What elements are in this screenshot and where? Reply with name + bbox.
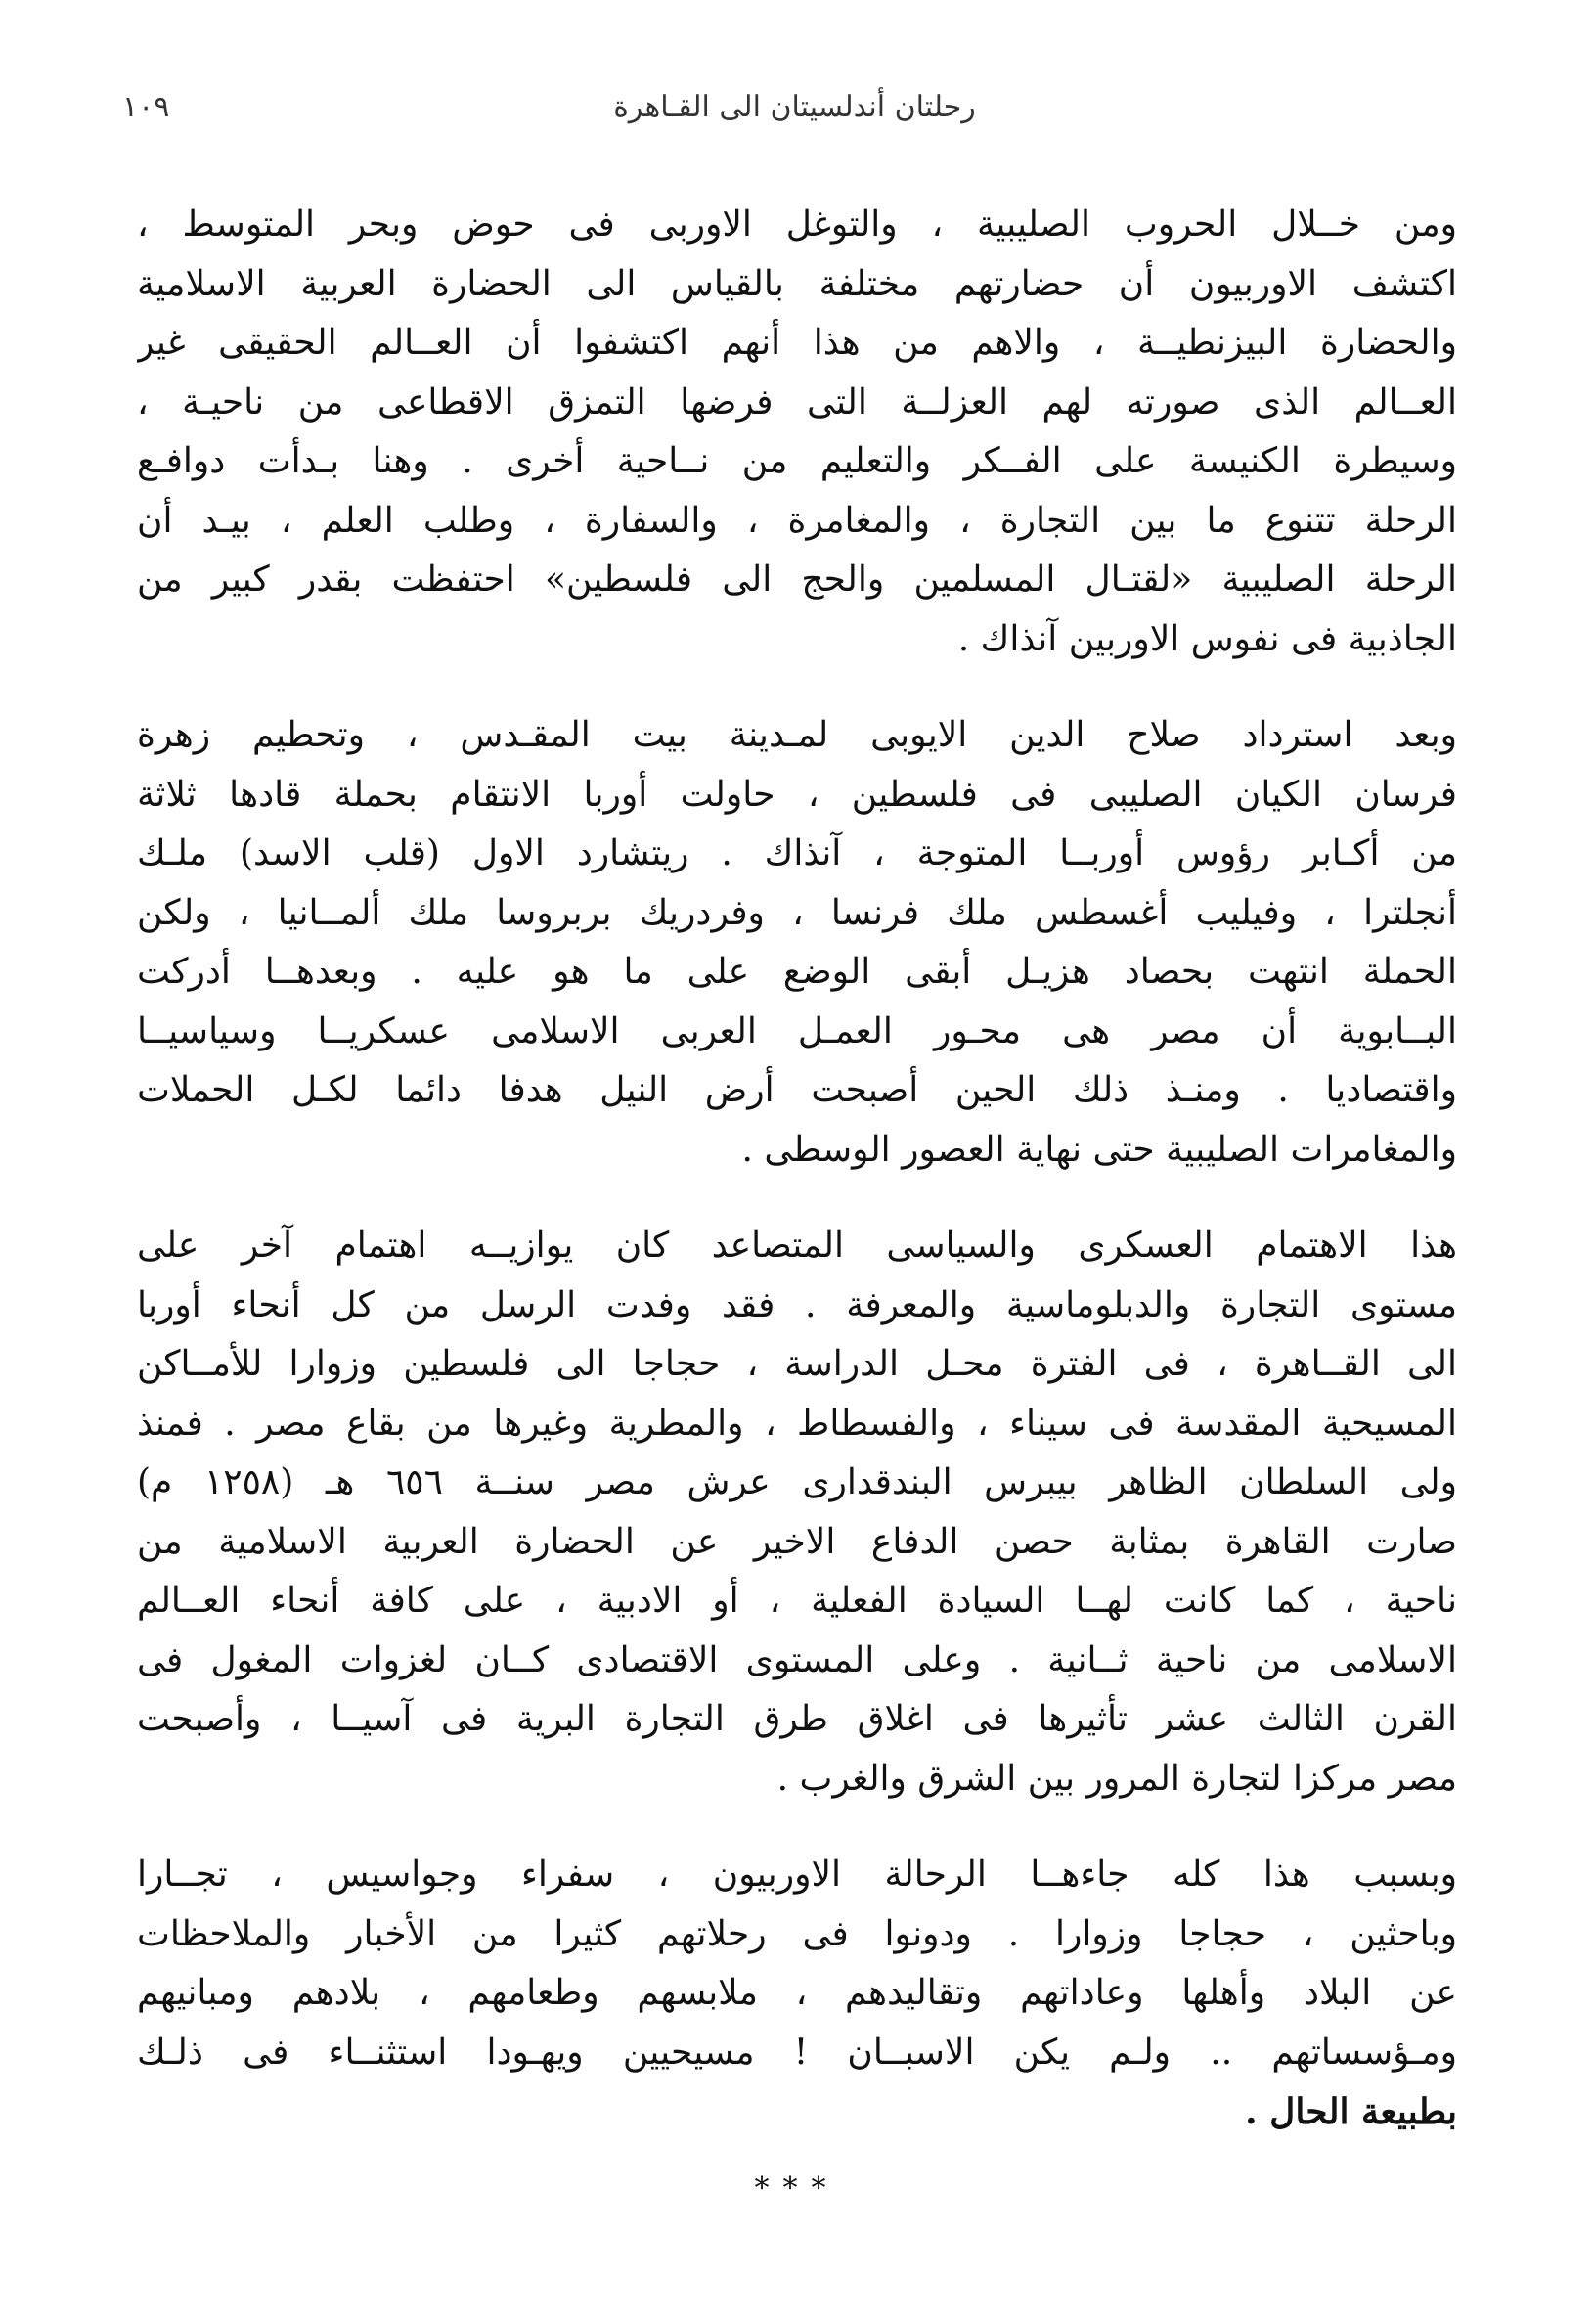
text-line: الى القــاهرة ، فى الفترة محـل الدراسة ، حجاجا الى فلسطين وزوارا للأمــاكن xyxy=(137,1344,1457,1384)
text-line: الجاذبية فى نفوس الاوربين آنذاك . xyxy=(957,618,1457,659)
page-number: ١٠٩ xyxy=(122,90,170,124)
text-line: هذا الاهتمام العسكرى والسياسى المتصاعد كان يوازيــه اهتمام آخر على xyxy=(137,1226,1457,1266)
paragraph-4 xyxy=(137,1846,1457,2142)
text-line: المسيحية المقدسة فى سيناء ، والفسطاط ، والمطرية وغيرها من بقاع مصر . فمنذ xyxy=(137,1403,1457,1444)
text-line: ومـؤسساتهم .. ولـم يكن الاسبــان ! مسيحيين ويهـودا استثنــاء فى ذلـك xyxy=(137,2032,1457,2073)
text-line: القرن الثالث عشر تأثيرها فى اغلاق طرق التجارة البرية فى آسيــا ، وأصبحت xyxy=(137,1699,1457,1739)
text-line: الرحلة تتنوع ما بين التجارة ، والمغامرة ، والسفارة ، وطلب العلم ، بيـد أن xyxy=(137,500,1457,541)
text-line: فرسان الكيان الصليبى فى فلسطين ، حاولت أوربا الانتقام بحملة قادها ثلاثة xyxy=(137,774,1457,815)
text-line: الحملة انتهت بحصاد هزيـل أبقى الوضع على ما هو عليه . وبعدهــا أدركت xyxy=(137,952,1457,992)
text-line: الرحلة الصليبية «لقتـال المسلمين والحج الى فلسطين» احتفظت بقدر كبير من xyxy=(137,559,1457,600)
paragraph-1 xyxy=(137,196,1457,669)
text-line: العــالم الذى صورته لهم العزلــة التى فرضها التمزق الاقطاعى من ناحيـة ، xyxy=(137,381,1457,423)
text-line: عن البلاد وأهلها وعاداتهم وتقاليدهم ، ملابسهم وطعامهم ، بلادهم ومبانيهم xyxy=(137,1973,1457,2013)
text-line: وبعد استرداد صلاح الدين الايوبى لمـدينة بيت المقـدس ، وتحطيم زهرة xyxy=(137,715,1457,755)
section-end-ornament: *** xyxy=(754,2171,840,2206)
text-line: الاسلامى من ناحية ثــانية . وعلى المستوى الاقتصادى كــان لغزوات المغول فى xyxy=(137,1639,1457,1680)
text-line: ولى السلطان الظاهر بيبرس البندقدارى عرش مصر سنــة ٦٥٦ هـ (١٢٥٨ م) xyxy=(137,1462,1457,1502)
text-line: وباحثين ، حجاجا وزوارا . ودونوا فى رحلاتهم كثيرا من الأخبار والملاحظات xyxy=(137,1913,1457,1954)
running-header xyxy=(122,90,1467,139)
text-line: والحضارة البيزنطيــة ، والاهم من هذا أنهم اكتشفوا أن العــالم الحقيقى غير xyxy=(137,323,1457,363)
text-line: اكتشف الاوربيون أن حضارتهم مختلفة بالقياس الى الحضارة العربية الاسلامية xyxy=(137,263,1457,304)
body-text xyxy=(137,196,1457,2179)
text-line: بطبيعة الحال . xyxy=(1245,2091,1457,2132)
text-line: ناحية ، كما كانت لهــا السيادة الفعلية ، أو الادبية ، على كافة أنحاء العــالم xyxy=(137,1581,1457,1621)
text-line: من أكـابر رؤوس أوربــا المتوجة ، آنذاك . ريتشارد الاول (قلب الاسد) ملـك xyxy=(137,833,1457,873)
text-line: ومن خــلال الحروب الصليبية ، والتوغل الاوربى فى حوض وبحر المتوسط ، xyxy=(137,204,1457,245)
text-line: صارت القاهرة بمثابة حصن الدفاع الاخير عن الحضارة العربية الاسلامية من xyxy=(137,1521,1457,1562)
text-line: وبسبب هذا كله جاءهــا الرحالة الاوربيون ، سفراء وجواسيس ، تجــارا xyxy=(137,1855,1457,1895)
text-line: وسيطرة الكنيسة على الفــكر والتعليم من نــاحية أخرى . وهنا بـدأت دوافـع xyxy=(137,441,1457,481)
text-line: مستوى التجارة والدبلوماسية والمعرفة . فقد وفدت الرسل من كل أنحاء أوربا xyxy=(137,1284,1457,1325)
text-line: واقتصاديا . ومنـذ ذلك الحين أصبحت أرض النيل هدفا دائما لكـل الحملات xyxy=(137,1070,1457,1110)
paragraph-2 xyxy=(137,706,1457,1180)
text-line: أنجلترا ، وفيليب أغسطس ملك فرنسا ، وفردريك بربروسا ملك ألمــانيا ، ولكن xyxy=(137,892,1457,933)
text-line: البــابوية أن مصر هى محـور العمـل العربى الاسلامى عسكريــا وسياسيــا xyxy=(137,1010,1457,1051)
running-title: رحلتان أندلسيتان الى القـاهرة xyxy=(613,90,976,124)
paragraph-3 xyxy=(137,1217,1457,1809)
text-line: والمغامرات الصليبية حتى نهاية العصور الوسطى . xyxy=(741,1129,1457,1170)
text-line: مصر مركزا لتجارة المرور بين الشرق والغرب . xyxy=(776,1758,1457,1799)
